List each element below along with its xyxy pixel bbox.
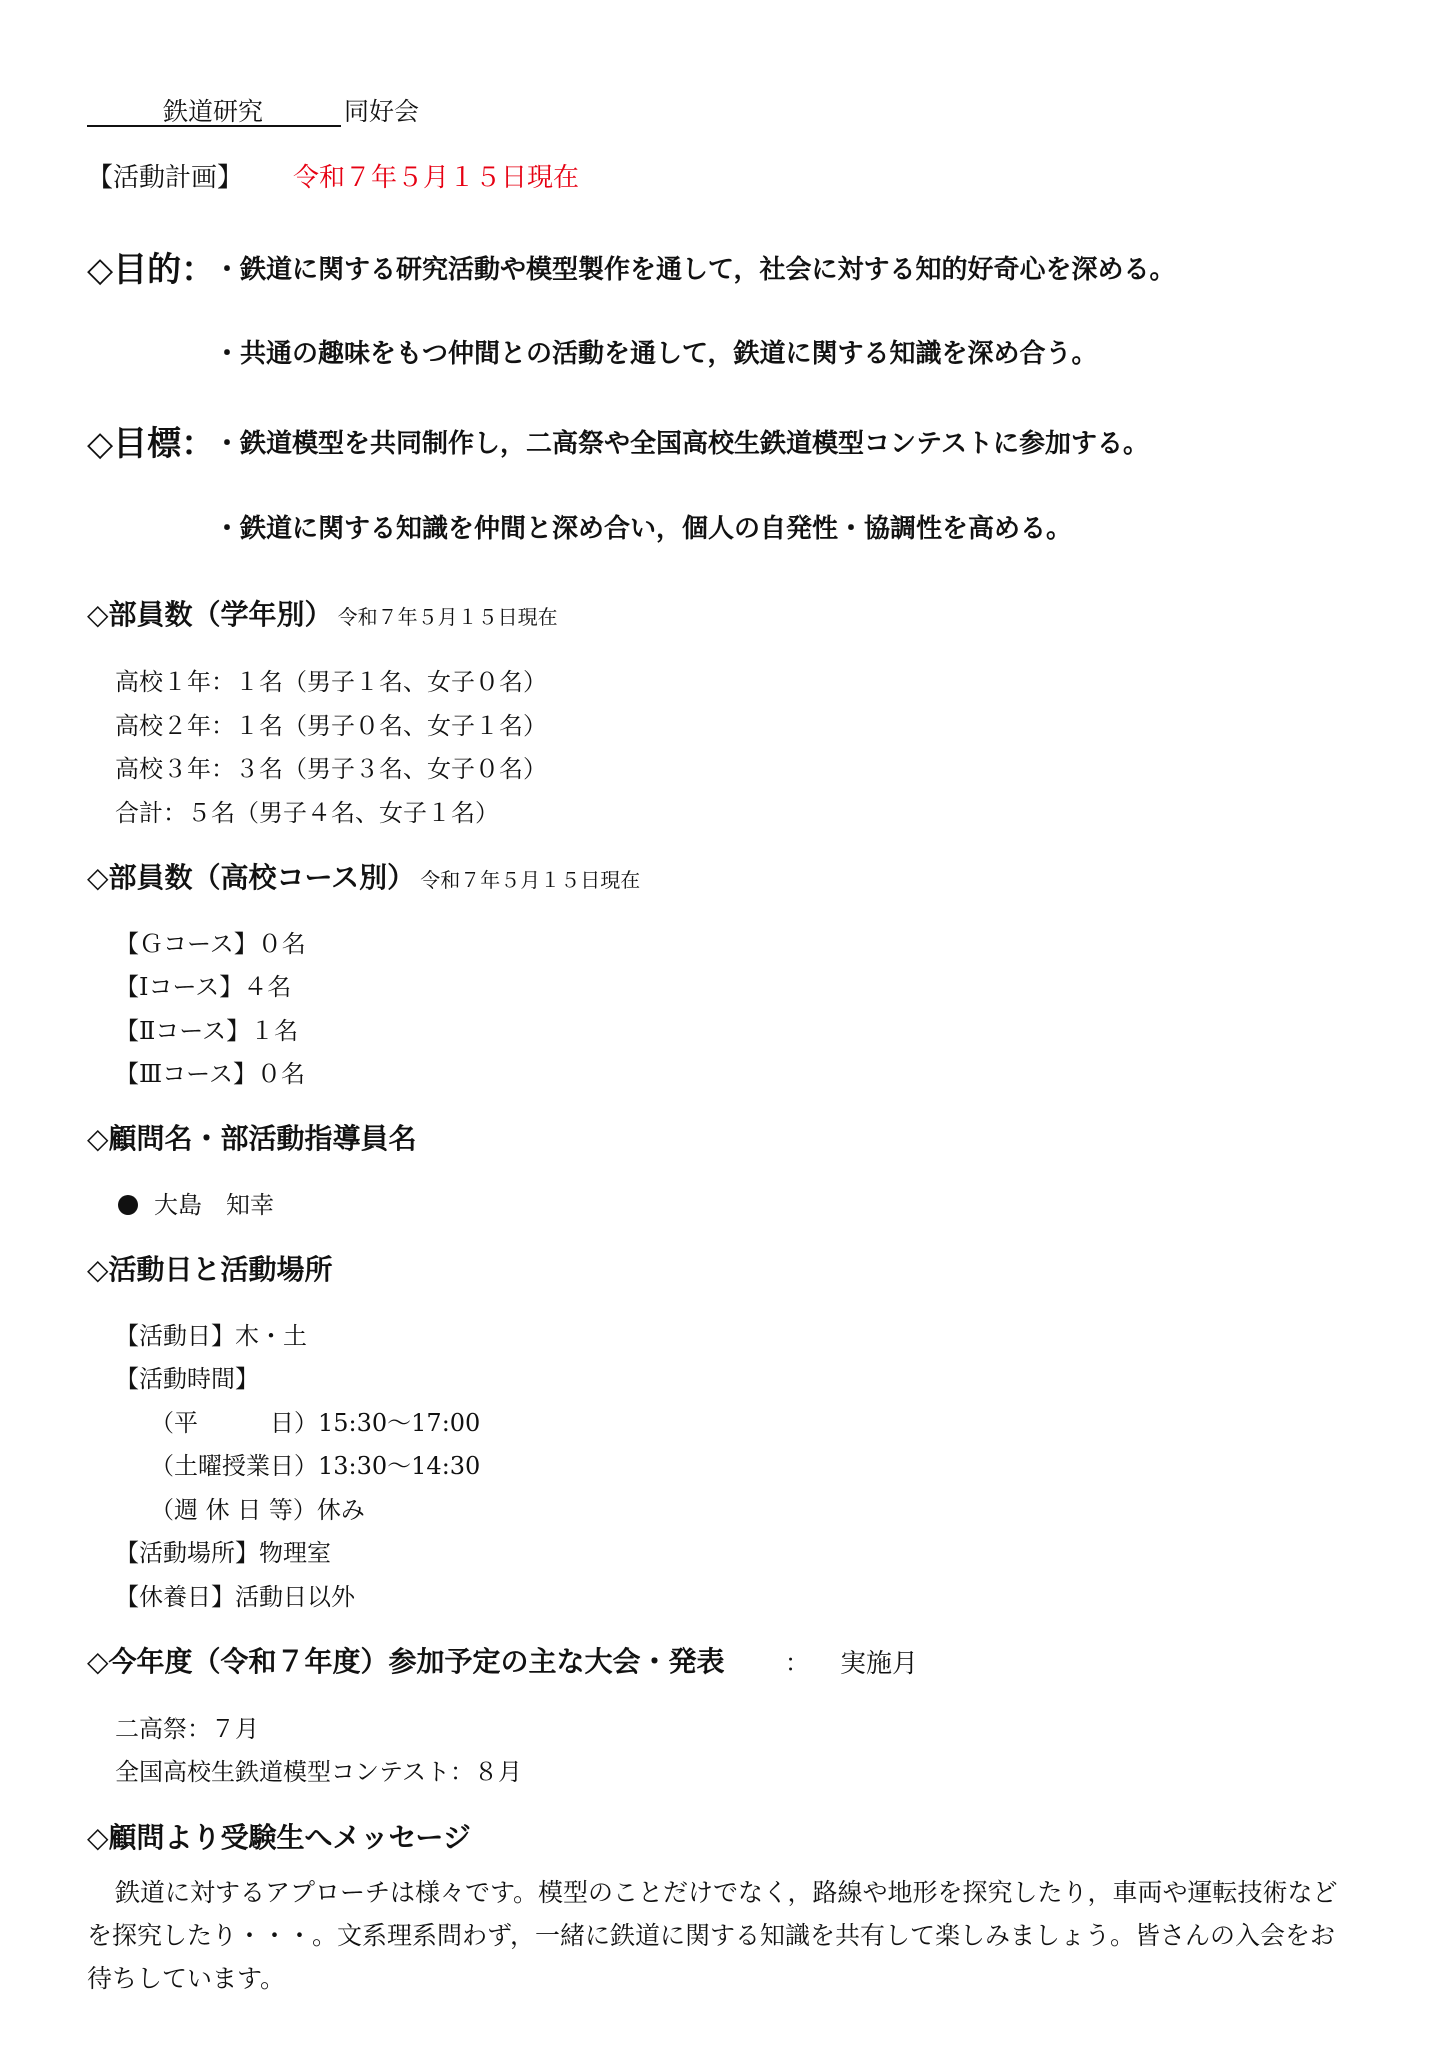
advisor-name: 大島 知幸: [154, 1191, 274, 1219]
bullet-icon: [118, 1195, 138, 1215]
members-grade-date: 令和７年５月１５日現在: [337, 605, 558, 629]
purpose-item-2: ・共通の趣味をもつ仲間との活動を通して，鉄道に関する知識を深め合う。: [214, 339, 1098, 369]
plan-date: 令和７年５月１５日現在: [293, 163, 580, 193]
event-row: 二高祭：７月: [115, 1715, 259, 1743]
members-course-row: 【Ⅲコース】０名: [115, 1060, 305, 1088]
members-course-row: 【Ⅱコース】１名: [115, 1017, 299, 1045]
goal-heading: ◇目標：: [87, 424, 216, 464]
activity-time-row: [150, 1403, 480, 1438]
activity-time-label: 【活動時間】: [115, 1365, 259, 1393]
members-grade-row: 高校３年：３名（男子３名、女子０名）: [115, 755, 547, 783]
advisor-heading: ◇顧問名・部活動指導員名: [87, 1122, 417, 1155]
time-row-label: （平 日）: [150, 1409, 318, 1437]
event-row: 全国高校生鉄道模型コンテスト：８月: [115, 1758, 523, 1786]
members-course-title: ◇部員数（高校コース別）: [87, 861, 416, 894]
members-course-row: 【Ⅰコース】４名: [115, 973, 292, 1001]
goal-item-1: ・鉄道模型を共同制作し，二高祭や全国高校生鉄道模型コンテストに参加する。: [214, 429, 1149, 459]
time-row-value: 13:30〜14:30: [318, 1452, 481, 1480]
members-grade-total: 合計：５名（男子４名、女子１名）: [115, 799, 499, 827]
message-heading: ◇顧問より受験生へメッセージ: [87, 1821, 471, 1854]
events-heading: ◇今年度（令和７年度）参加予定の主な大会・発表: [87, 1645, 725, 1678]
members-grade-row: 高校２年：１名（男子０名、女子１名）: [115, 712, 547, 740]
members-course-date: 令和７年５月１５日現在: [420, 868, 641, 892]
time-row-value: 休み: [316, 1496, 365, 1524]
members-course-heading: [87, 856, 640, 896]
message-body: 鉄道に対するアプローチは様々です。模型のことだけでなく，路線や地形を探究したり，車両や運転技術などを探究したり・・・。文系理系問わず，一緒に鉄道に関する知識を共有して楽しみましょう。皆さんの入会をお待ちしています。: [87, 1878, 1338, 1993]
members-grade-title: ◇部員数（学年別）: [87, 598, 333, 631]
members-course-row: 【Ｇコース】０名: [115, 930, 306, 958]
purpose-item-1: ・鉄道に関する研究活動や模型製作を通して，社会に対する知的好奇心を深める。: [214, 255, 1176, 285]
purpose-heading: ◇目的：: [87, 250, 216, 290]
message-text: [87, 1871, 1357, 2000]
time-row-label: （土曜授業日）: [150, 1452, 318, 1480]
time-row-label: （週 休 日 等）: [150, 1496, 317, 1524]
activity-place: 【活動場所】物理室: [115, 1539, 331, 1567]
goal-item-2: ・鉄道に関する知識を仲間と深め合い，個人の自発性・協調性を高める。: [214, 514, 1073, 544]
plan-label: 【活動計画】: [87, 163, 244, 193]
activity-days: 【活動日】木・土: [115, 1322, 307, 1350]
events-column-label: 実施月: [840, 1649, 919, 1679]
activity-time-row: [150, 1490, 365, 1525]
members-grade-row: 高校１年：１名（男子１名、女子０名）: [115, 668, 547, 696]
members-grade-heading: [87, 593, 558, 633]
club-name: 鉄道研究: [163, 97, 264, 126]
activity-heading: ◇活動日と活動場所: [87, 1253, 333, 1286]
advisor-entry: [118, 1185, 274, 1220]
club-suffix: 同好会: [344, 97, 420, 126]
time-row-value: 15:30〜17:00: [318, 1409, 481, 1437]
events-colon: ：: [785, 1649, 809, 1677]
activity-time-row: [150, 1446, 480, 1481]
activity-rest-day: 【休養日】活動日以外: [115, 1583, 355, 1611]
